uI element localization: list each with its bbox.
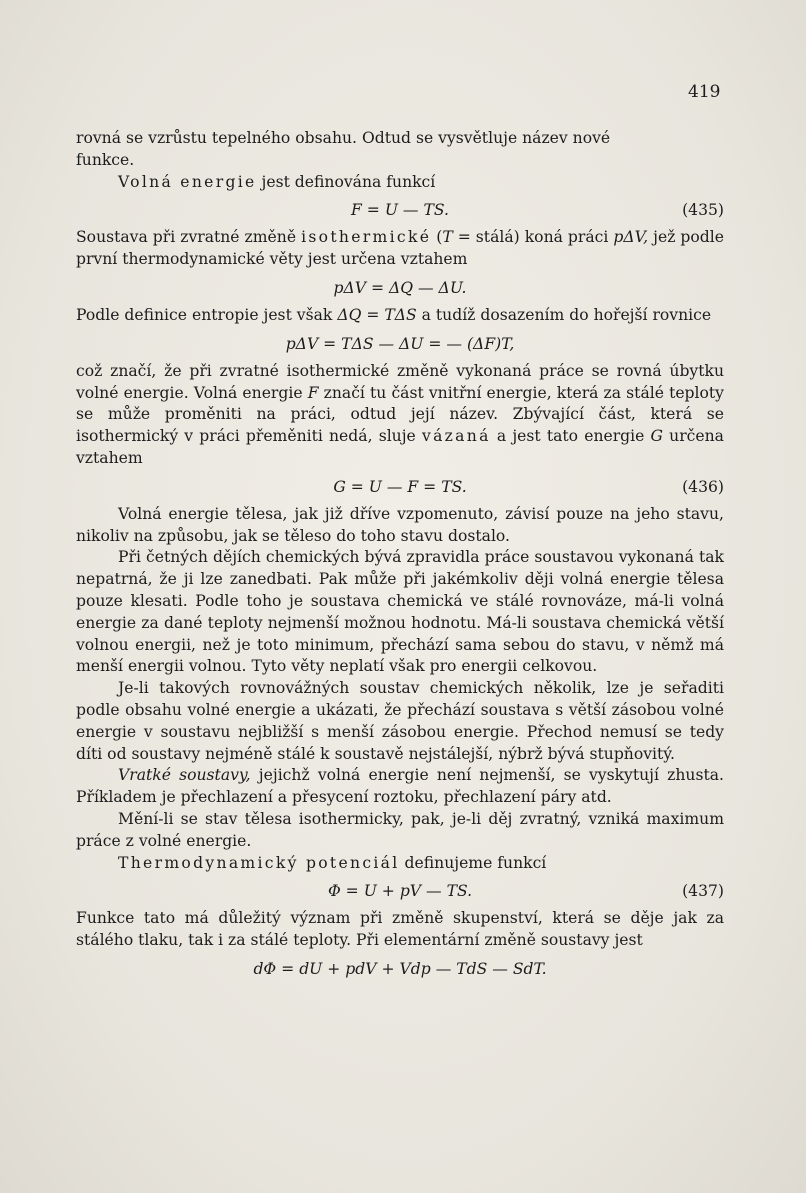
paragraph-10: Mění-li se stav tělesa isothermicky, pak, je-li děj zvratný, vzniká maximum práce z volné energie. [76, 809, 724, 850]
paragraph-11: Thermodynamický potenciál definujeme funkcí [118, 853, 547, 872]
equation-formula: pΔV = TΔS — ΔU = — (ΔF)T, [285, 334, 515, 353]
paragraph-3: Soustava při zvratné změně isothermické (T = stálá) koná práci pΔV, jež podle první thermodynamické věty jest určena vztahem [76, 228, 725, 269]
equation-number: (435) [682, 201, 724, 220]
paragraph-7: Při četných dějích chemických bývá zpravidla práce soustavou vykonaná tak nepatrná, že ji lze zanedbati. Pak může při jakémkoliv ději volná energie tělesa pouze klesati. Podle toho je soustava chemická ve stálé rovnováze, má-li volná energie za dané teploty nejmenší možnou hodnotu. Má-li soustava chemická větší volnou energii, než je toto minimum, přechází sama sebou do stavu, v němž má menší energii volnou. Tyto věty neplatí však pro energii celkovou. [76, 548, 724, 676]
equation-pdv [76, 271, 724, 305]
equation-formula: dΦ = dU + pdV + Vdp — TdS — SdT. [253, 959, 547, 978]
page-number: 419 [688, 82, 721, 102]
equation-work [76, 327, 724, 361]
equation-435 [76, 193, 724, 227]
equation-437 [76, 874, 724, 908]
paragraph-1-line-2: funkce. [76, 150, 135, 169]
page-body [76, 128, 724, 986]
equation-formula: Φ = U + pV — TS. [327, 882, 473, 901]
equation-differential [76, 952, 724, 986]
equation-formula: F = U — TS. [351, 201, 449, 220]
spaced-term: isothermické [301, 228, 432, 247]
equation-formula: pΔV = ΔQ — ΔU. [333, 278, 467, 297]
paragraph-9: Vratké soustavy, jejichž volná energie není nejmenší, se vyskytují zhusta. Příkladem je přechlazení a přesycení roztoku, přechlazení páry atd. [76, 766, 724, 807]
italic-term: Vratké soustavy, [118, 766, 251, 785]
paragraph-12: Funkce tato má důležitý význam při změně skupenství, která se děje jak za stálého tlaku, tak i za stálé teploty. Při elementární změně soustavy jest [76, 909, 724, 950]
spaced-term: vázaná [421, 427, 491, 446]
spaced-term: Volná energie [118, 172, 257, 191]
spaced-term: Thermodynamický potenciál [118, 853, 400, 872]
paragraph-8: Je-li takových rovnovážných soustav chemických několik, lze je seřaditi podle obsahu volné energie a ukázati, že přechází soustava s větší zásobou volné energie v soustavu nejbližší s menší zásobou energie. Přechod nemusí se tedy díti od soustavy nejméně stálé k soustavě nejstálejší, nýbrž bývá stupňovitý. [76, 679, 724, 763]
paragraph-2: Volná energie jest definována funkcí [118, 172, 436, 191]
equation-number: (436) [682, 477, 724, 496]
paragraph-1-line-1: rovná se vzrůstu tepelného obsahu. Odtud se vysvětluje název nové [76, 129, 611, 147]
equation-436 [76, 470, 724, 504]
paragraph-5: což značí, že při zvratné isothermické změně vykonaná práce se rovná úbytku volné energie. Volná energie F značí tu část vnitřní energie, která za stálé teploty se může proměniti na práci, odtud její název. Zbývající část, která se isothermický v práci přeměniti nedá, sluje vázaná a jest tato energie G určena vztahem [76, 361, 724, 467]
equation-number: (437) [682, 882, 724, 901]
paragraph-1 [76, 128, 724, 172]
equation-formula: G = U — F = TS. [333, 477, 467, 496]
paragraph-6: Volná energie tělesa, jak již dříve vzpomenuto, závisí pouze na jeho stavu, nikoliv na způsobu, jak se těleso do toho stavu dostalo. [76, 504, 724, 545]
paragraph-4: Podle definice entropie jest však ΔQ = TΔS a tudíž dosazením do hořejší rovnice [76, 305, 712, 324]
